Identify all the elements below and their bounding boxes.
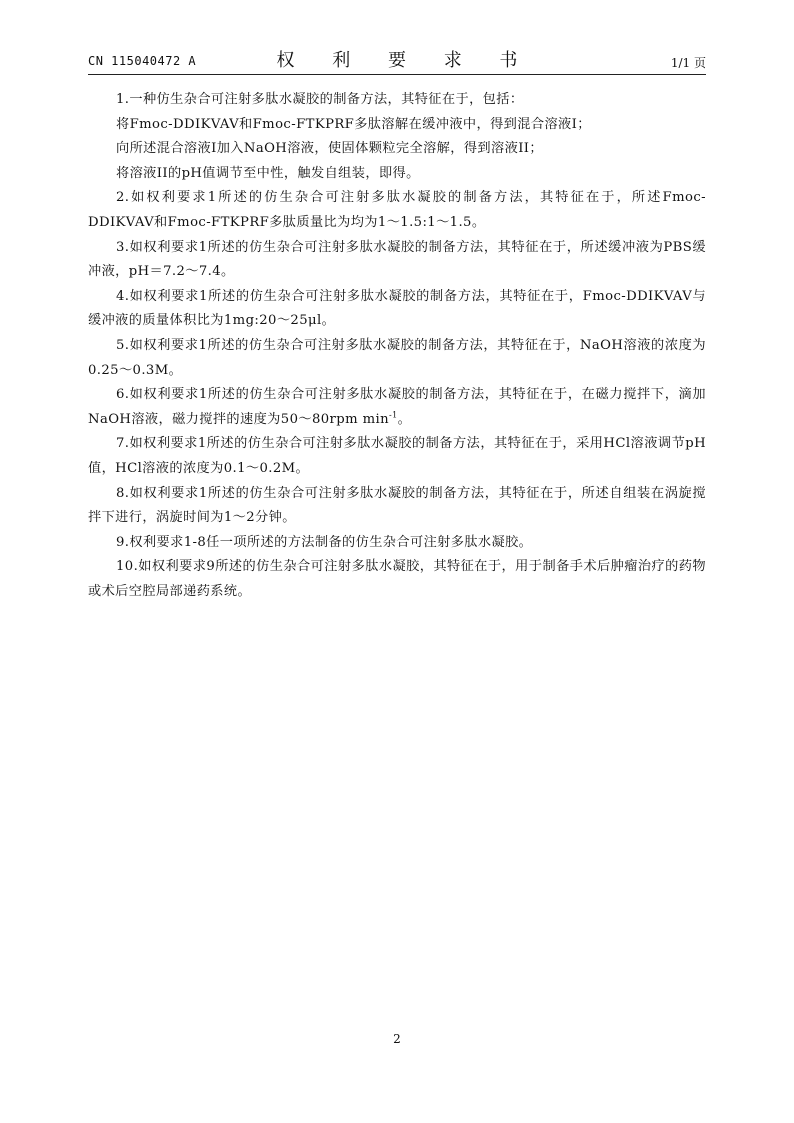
publication-number: CN 115040472 A <box>88 54 197 68</box>
page-header <box>88 44 706 74</box>
claim-2: 2.如权利要求1所述的仿生杂合可注射多肽水凝胶的制备方法，其特征在于，所述Fmoc-DDIKVAV和Fmoc-FTKPRF多肽质量比为均为1～1.5:1～1.5。 <box>88 190 706 230</box>
claim-1-step-1: 将Fmoc-DDIKVAV和Fmoc-FTKPRF多肽溶解在缓冲液中，得到混合溶液I； <box>116 116 591 132</box>
claim-3: 3.如权利要求1所述的仿生杂合可注射多肽水凝胶的制备方法，其特征在于，所述缓冲液为PBS缓冲液，pH＝7.2～7.4。 <box>88 239 706 280</box>
page-indicator: 1/1 页 <box>670 56 706 70</box>
claim-1-intro: 1.一种仿生杂合可注射多肽水凝胶的制备方法，其特征在于，包括： <box>116 92 524 107</box>
header-divider <box>88 74 706 75</box>
claim-4: 4.如权利要求1所述的仿生杂合可注射多肽水凝胶的制备方法，其特征在于，Fmoc-DDIKVAV与缓冲液的质量体积比为1mg:20～25μl。 <box>88 288 706 329</box>
claim-1-step-2: 向所述混合溶液I加入NaOH溶液，使固体颗粒完全溶解，得到溶液II； <box>116 141 544 157</box>
claim-8: 8.如权利要求1所述的仿生杂合可注射多肽水凝胶的制备方法，其特征在于，所述自组装在涡旋搅拌下进行，涡旋时间为1～2分钟。 <box>88 485 706 526</box>
claim-5: 5.如权利要求1所述的仿生杂合可注射多肽水凝胶的制备方法，其特征在于，NaOH溶液的浓度为0.25～0.3M。 <box>88 337 706 378</box>
claim-6 <box>88 383 706 432</box>
claim-7: 7.如权利要求1所述的仿生杂合可注射多肽水凝胶的制备方法，其特征在于，采用HCl溶液调节pH值，HCl溶液的浓度为0.1～0.2M。 <box>88 436 706 476</box>
claim-6-tail: 。 <box>397 411 412 427</box>
claim-6-text: 6.如权利要求1所述的仿生杂合可注射多肽水凝胶的制备方法，其特征在于，在磁力搅拌下，滴加NaOH溶液，磁力搅拌的速度为50～80rpm min <box>88 387 706 427</box>
claim-10: 10.如权利要求9所述的仿生杂合可注射多肽水凝胶，其特征在于，用于制备手术后肿瘤治疗的药物或术后空腔局部递药系统。 <box>88 559 706 599</box>
claims-body <box>88 88 706 604</box>
claim-1-step-3: 将溶液II的pH值调节至中性，触发自组装，即得。 <box>116 165 420 181</box>
page-number: 2 <box>393 1032 401 1046</box>
document-title: 权 利 要 求 书 <box>276 50 534 71</box>
claim-6-superscript: -1 <box>388 410 398 420</box>
claim-9: 9.权利要求1-8任一项所述的方法制备的仿生杂合可注射多肽水凝胶。 <box>116 534 533 550</box>
